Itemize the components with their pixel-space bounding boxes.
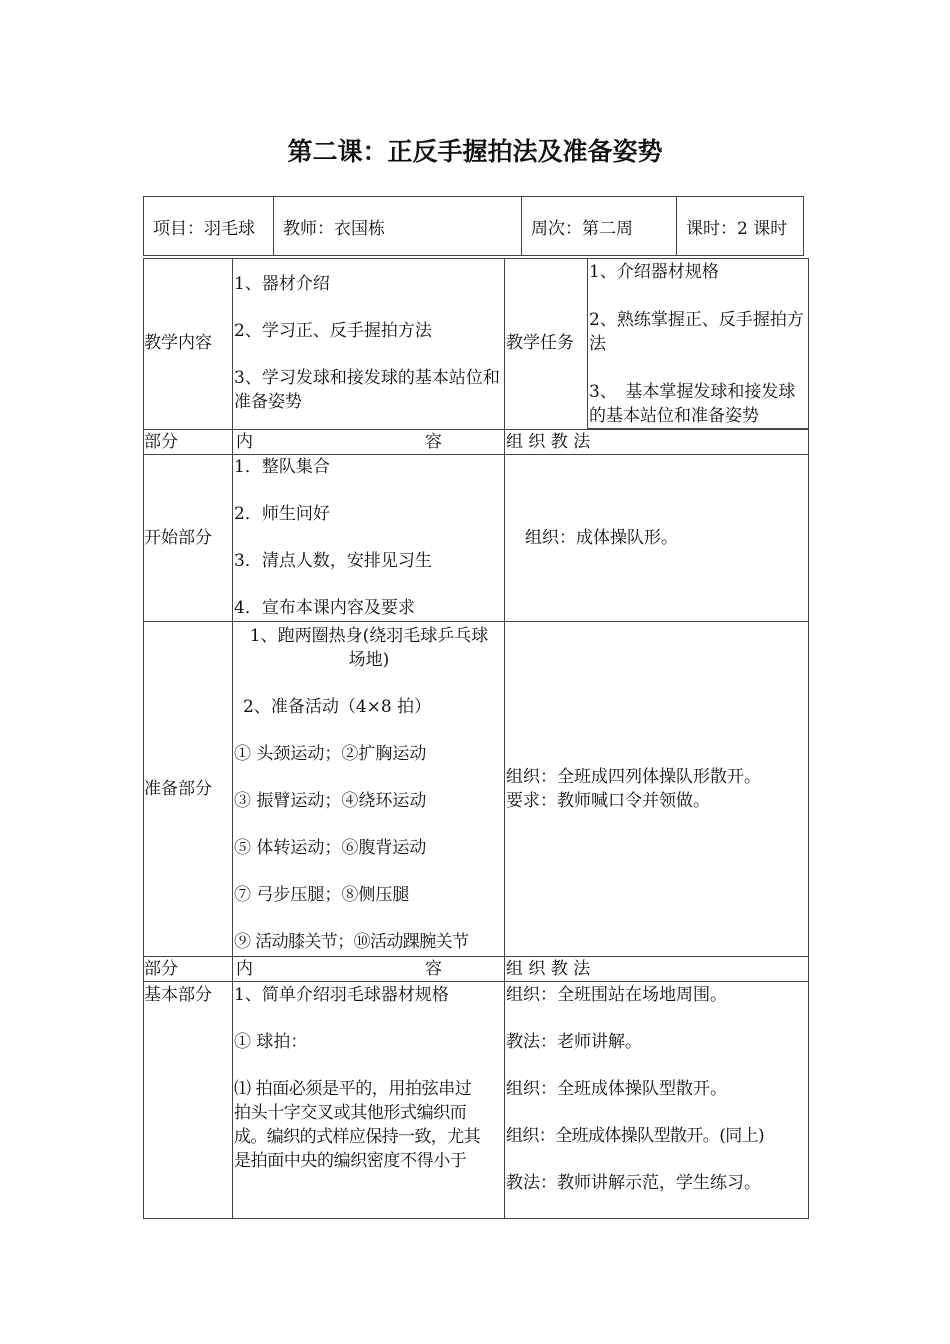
part-header-2: 部分 [144, 959, 178, 979]
list-item: 1、简单介绍羽毛球器材规格 [234, 985, 449, 1005]
method-line: 组织：全班成体操队型散开。(同上) [506, 1126, 765, 1146]
start-section-label: 开始部分 [144, 528, 212, 548]
method-header: 组 织 教 法 [506, 432, 591, 452]
list-item: 3、 基本掌握发球和接发球的基本站位和准备姿势 [589, 382, 796, 426]
basic-section-label: 基本部分 [144, 985, 212, 1005]
method-line: 教法：老师讲解。 [506, 1032, 642, 1052]
teacher-cell: 教师：衣国栋 [274, 197, 522, 255]
list-item: 3．清点人数，安排见习生 [234, 551, 432, 571]
list-item: 2、准备活动（4×8 拍） [243, 697, 432, 717]
project-cell: 项目：羽毛球 [144, 197, 274, 255]
list-item: 3、学习发球和接发球的基本站位和准备姿势 [234, 368, 500, 412]
lesson-header-table [143, 196, 804, 256]
teaching-content-label: 教学内容 [144, 333, 212, 353]
list-item: ⑤ 体转运动；⑥腹背运动 [234, 838, 427, 858]
list-item: 2．师生问好 [234, 504, 330, 524]
list-item: ⑨ 活动膝关节；⑩活动踝腕关节 [234, 932, 469, 952]
part-header: 部分 [144, 432, 178, 452]
list-item: 4．宣布本课内容及要求 [234, 598, 415, 618]
basic-methods [506, 983, 808, 1195]
list-item: 成。编织的式样应保持一致，尤其 [234, 1127, 480, 1147]
list-item: ③ 振臂运动；④绕环运动 [234, 791, 427, 811]
list-item: 1、器材介绍 [234, 274, 330, 294]
teaching-task-list [589, 260, 808, 428]
list-item: 1、跑两圈热身(绕羽毛球乒乓球 [249, 626, 489, 646]
list-item: 1．整队集合 [234, 457, 330, 477]
content-header-a: 内 [236, 432, 253, 452]
start-items [234, 455, 504, 620]
prep-items [234, 624, 504, 954]
prep-section-label: 准备部分 [144, 779, 212, 799]
method-line: 组织：全班成四列体操队形散开。 [506, 767, 761, 787]
content-header-a-2: 内 [236, 959, 253, 979]
method-line: 要求：教师喊口令并领做。 [506, 791, 710, 811]
list-item: ① 头颈运动；②扩胸运动 [234, 744, 427, 764]
method-header-2: 组 织 教 法 [506, 959, 591, 979]
list-item: ⑦ 弓步压腿；⑧侧压腿 [234, 885, 410, 905]
basic-items [234, 983, 504, 1173]
week-cell: 周次：第二周 [522, 197, 677, 255]
list-item: 1、介绍器材规格 [589, 262, 719, 282]
list-item: 拍头十字交叉或其他形式编织而 [234, 1103, 467, 1123]
method-line: 组织：全班成体操队型散开。 [506, 1079, 727, 1099]
list-item: 场地) [348, 650, 390, 670]
content-header-b-2: 容 [425, 959, 442, 979]
list-item: ⑴ 拍面必须是平的，用拍弦串过 [234, 1079, 472, 1099]
method-line: 教法：教师讲解示范，学生练习。 [506, 1173, 761, 1193]
content-header-b: 容 [425, 432, 442, 452]
teaching-content-list [234, 272, 504, 414]
list-item: 2、学习正、反手握拍方法 [234, 321, 432, 341]
list-item: 是拍面中央的编织密度不得小于 [234, 1151, 467, 1171]
page-title: 第二课：正反手握拍法及准备姿势 [287, 137, 663, 166]
start-method: 组织：成体操队形。 [525, 528, 678, 548]
list-item: ① 球拍： [234, 1032, 308, 1052]
list-item: 2、熟练掌握正、反手握拍方法 [589, 310, 804, 354]
method-line: 组织：全班围站在场地周围。 [506, 985, 727, 1005]
hours-cell: 课时：2 课时 [686, 218, 788, 239]
prep-method [506, 765, 808, 813]
teaching-task-label: 教学任务 [506, 333, 574, 353]
